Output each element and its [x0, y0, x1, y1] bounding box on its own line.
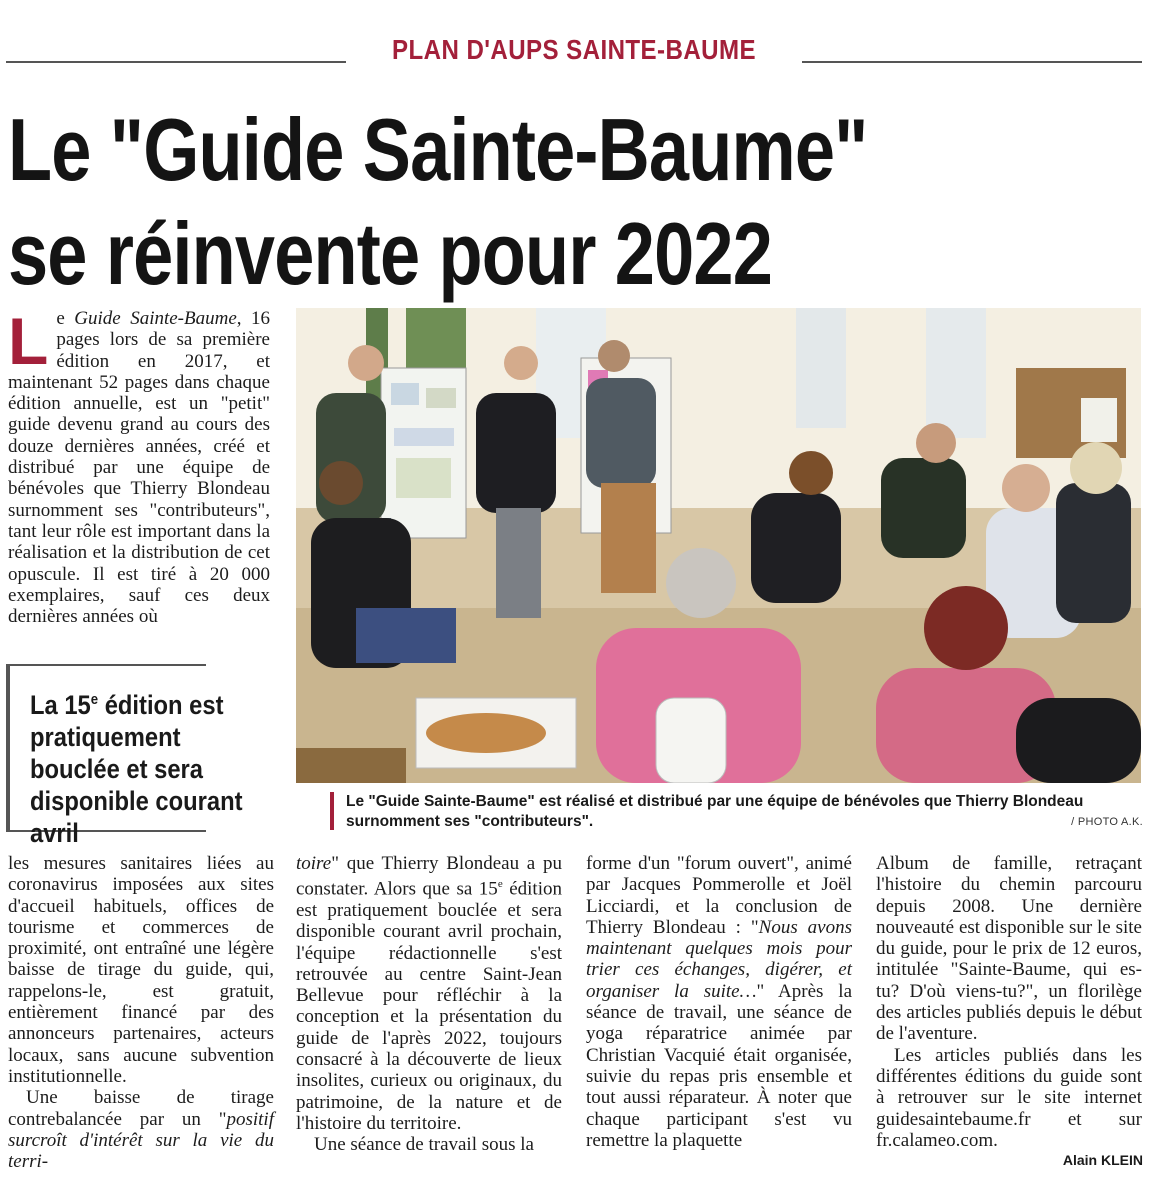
column-2 [296, 853, 562, 1155]
column-4 [876, 853, 1142, 1151]
pull-quote [6, 664, 243, 848]
headline [8, 98, 943, 306]
lead-text-b: , 16 pages lors de sa première édition en 2017, et maintenant 52 pages dans chaque édition annuelle, est un "petit" guide devenu grand au cours des douze dernières années, créé et distribué par une équipe de bénévoles que Thierry Blondeau surnomment ses "contributeurs", tant leur rôle est important dans la réalisation et la distribution de cet opuscule. Il est tiré à 20 000 exemplaires, sauf ces deux dernières années où [8, 308, 271, 628]
column-4-paragraph-1: Album de famille, retraçant l'histoire du chemin parcouru depuis 2008. Une dernière nouveauté est disponible sur le site du guide, pour le prix de 12 euros, intitulée "Sainte-Baume, qui es-tu? D'où viens-tu?", un florilège des articles publiés depuis le début de l'aventure. [876, 853, 1142, 1045]
column-2-paragraph-1 [296, 853, 562, 1134]
caption-bar [330, 792, 334, 830]
section-rule-left [6, 61, 346, 63]
column-3-quote-italic: Nous avons maintenant quelques mois pour trier ces échanges, digérer, et organiser la suite… [586, 916, 852, 1002]
section-rule-right [802, 61, 1142, 63]
meeting-photo [296, 308, 1141, 783]
column-3-text-b: " Après la séance de travail, une séance de yoga réparatrice animée par Christian Vacquié était organisée, suivie du repas pris ensemble et tout aussi réparateur. À noter que chaque participant s'est vu remettre la plaquette [586, 980, 853, 1151]
column-3-text-a: forme d'un "forum ouvert", animé par Jacques Pommerolle et Joël Licciardi, et la conclusion de Thierry Blondeau : " [586, 853, 852, 938]
column-4-paragraph-2: Les articles publiés dans les différentes éditions du guide sont à retrouver sur le site internet guidesaintebaume.fr et sur fr.calameo.com. [876, 1044, 1142, 1151]
author-signature: Alain KLEIN [1062, 1152, 1143, 1168]
column-1-quote-italic: positif surcroît d'intérêt sur la vie du terri- [8, 1108, 274, 1173]
column-2-sup: e [497, 878, 503, 891]
headline-line-1: Le "Guide Sainte-Baume" [8, 100, 868, 199]
pull-quote-text [30, 684, 250, 849]
photo-caption: Le "Guide Sainte-Baume" est réalisé et distribué par une équipe de bénévoles que Thierry Blondeau surnomment ses "contributeurs". [346, 793, 1084, 830]
headline-line-2: se réinvente pour 2022 [8, 204, 773, 303]
column-3 [586, 853, 852, 1151]
section-label: PLAN D'AUPS SAINTE-BAUME [392, 34, 756, 65]
pull-quote-sup: e [90, 691, 99, 708]
column-1-paragraph-2 [8, 1087, 274, 1172]
column-2-paragraph-2: Une séance de travail sous la [314, 1134, 534, 1156]
lead-text-a: e [56, 308, 75, 329]
pull-quote-bar [6, 664, 10, 832]
lead-guide-title: Guide Sainte-Baume [74, 308, 237, 329]
column-1 [8, 853, 274, 1172]
column-3-paragraph [586, 853, 852, 1151]
column-2-text-b: édition est pratiquement bouclée et sera disponible courant avril prochain, l'équipe rédactionnelle s'est retrouvée au centre Saint-Jean Bellevue pour réfléchir à la conception et la présentation du guide de l'après 2022, toujours consacré à la découverte de lieux insolites, curieux ou originaux, du patrimoine, de la nature et de l'histoire du territoire. [296, 878, 562, 1134]
photo-credit: / PHOTO A.K. [1071, 816, 1143, 828]
column-1-paragraph-1: les mesures sanitaires liées au coronavirus imposées aux sites d'accueil habituels, offices de tourisme et commerces de proximité, ont entraîné une légère baisse de tirage du guide, qui, rappelons-le, est gratuit, entièrement financé par des annonceurs partenaires, acteurs locaux, sans aucune subvention institutionnelle. [8, 853, 274, 1087]
lead-paragraph [8, 304, 271, 628]
column-1-paragraph-2-a: Une baisse de tirage contrebalancée par un " [8, 1087, 274, 1130]
pull-quote-text-a: La 15 [30, 690, 91, 720]
column-2-text-a: " que Thierry Blondeau a pu constater. Alors que sa 15 [296, 853, 562, 900]
dropcap: L [8, 304, 49, 378]
pull-quote-text-b: édition est pratiquement bouclée et sera disponible courant avril [30, 690, 243, 848]
pull-quote-top-rule [6, 664, 206, 666]
column-2-quote-italic: toire [296, 853, 332, 874]
